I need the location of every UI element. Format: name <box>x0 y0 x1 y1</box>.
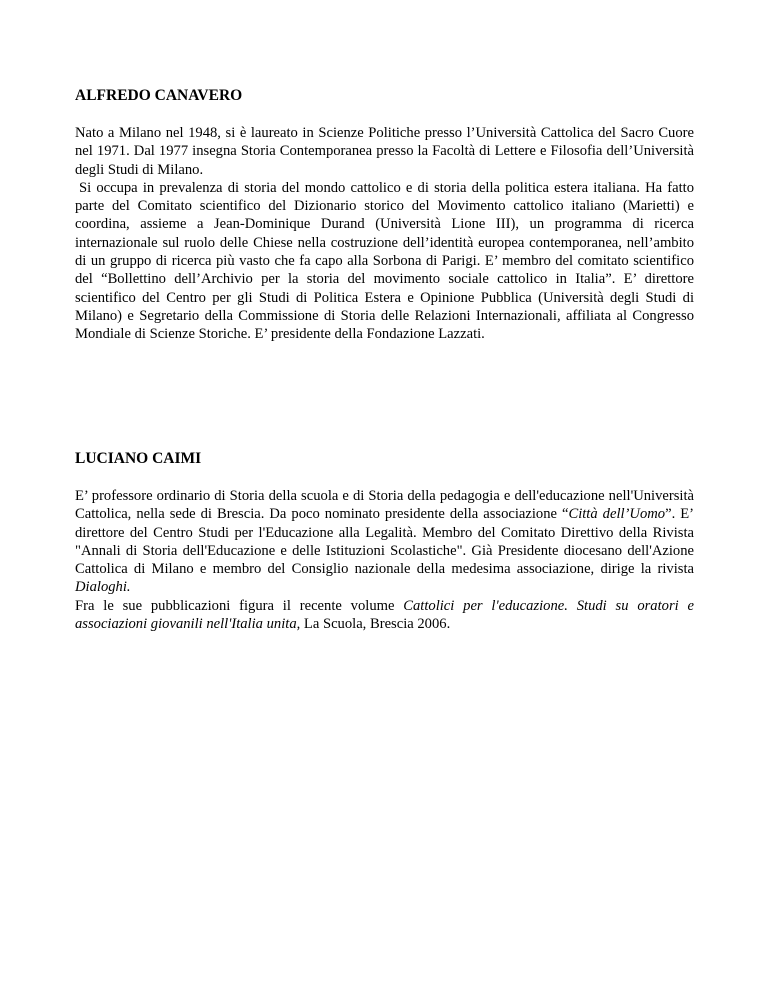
bio-name-heading: LUCIANO CAIMI <box>75 450 202 467</box>
bio-text: E’ professore ordinario di Storia della scuola e di Storia della pedagogia e dell'educazione nell'Università Cattolica, nella sede di Brescia. Da poco nominato presidente della associazione “ <box>75 488 694 523</box>
bio-text: Fra le sue pubblicazioni figura il recente volume <box>75 597 404 614</box>
bio-luciano-caimi <box>75 449 694 633</box>
bio-name-heading: ALFREDO CANAVERO <box>75 87 243 104</box>
bio-paragraph: Nato a Milano nel 1948, si è laureato in Scienze Politiche presso l’Università Cattolica del Sacro Cuore nel 1971. Dal 1977 insegna Storia Contemporanea presso la Facoltà di Lettere e Filosofia dell’Università degli Studi di Milano. <box>75 125 694 178</box>
bio-paragraph <box>75 597 694 634</box>
italic-title: Città dell’Uomo <box>568 506 666 523</box>
italic-title: Cattolici per l'educazione. Studi su oratori e associazioni giovanili nell'Italia unita <box>75 597 694 633</box>
bio-paragraph <box>75 487 694 597</box>
bio-text: ”. E’ direttore del Centro Studi per l'Educazione alla Legalità. Membro del Comitato Direttivo della Rivista "Annali di Storia dell'Educazione e delle Istituzioni Scolastiche". Già Presidente diocesano dell'Azione Cattolica di Milano e membro del Consiglio nazionale della medesima associazione, dirige la rivista <box>75 506 694 578</box>
bio-alfredo-canavero <box>75 86 694 344</box>
bio-paragraph: Si occupa in prevalenza di storia del mondo cattolico e di storia della politica estera italiana. Ha fatto parte del Comitato scientifico del Dizionario storico del Movimento cattolico italiano (Marietti) e coordina, assieme a Jean-Dominique Durand (Università Lione III), un programma di ricerca internazionale sul ruolo delle Chiese nella costruzione dell’identità europea contemporanea, nell’ambito di un gruppo di ricerca più vasto che fa capo alla Sorbona di Parigi. E’ membro del comitato scientifico del “Bollettino dell’Archivio per la storia del movimento sociale cattolico in Italia”. E’ direttore scientifico del Centro per gli Studi di Politica Estera e Opinione Pubblica (Università degli Studi di Milano) e Segretario della Commissione di Storia delle Relazioni Internazionali, affiliata al Congresso Mondiale di Scienze Storiche. E’ presidente della Fondazione Lazzati. <box>75 179 694 343</box>
bio-text: , La Scuola, Brescia 2006. <box>296 616 451 633</box>
italic-title: Dialoghi. <box>75 579 131 596</box>
